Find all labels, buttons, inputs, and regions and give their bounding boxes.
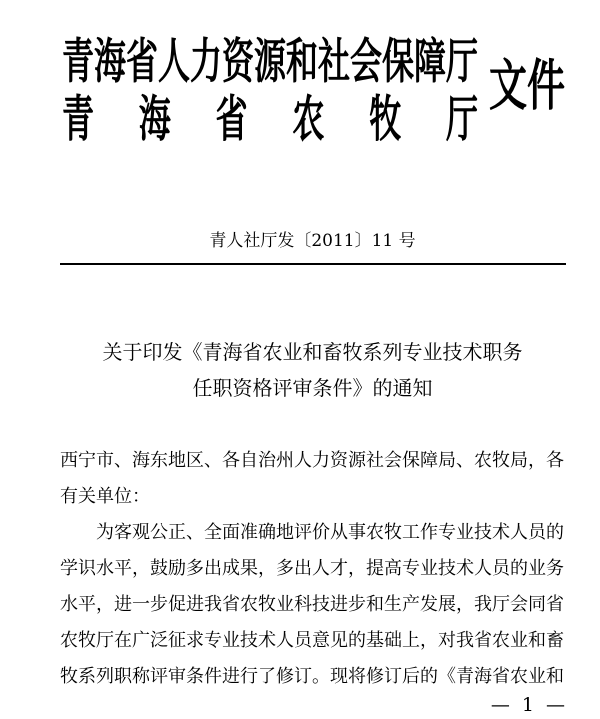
document-number: 青人社厅发〔2011〕11 号 [209,231,416,251]
document-title-line-2: 任职资格评审条件》的通知 [192,376,433,400]
paragraph-line: 水平，进一步促进我省农牧业科技进步和生产发展，我厅会同省 [60,594,564,615]
addressee-line: 有关单位： [60,486,150,507]
page-number: — 1 — [490,694,565,716]
issuer-name-line-2: 青海省农牧厅 [62,89,523,149]
issuer-name-line-1: 青海省人力资源和社会保障厅 [62,32,479,90]
document-title-line-1: 关于印发《青海省农业和畜牧系列专业技术职务 [102,340,523,364]
addressee-line: 西宁市、海东地区、各自治州人力资源社会保障局、农牧局，各 [60,450,564,471]
body-text [60,443,565,695]
document-type-label: 文件 [489,53,566,118]
header-divider [60,263,566,265]
paragraph-line: 为客观公正、全面准确地评价从事农牧工作专业技术人员的 [96,522,564,543]
paragraph-line: 农牧厅在广泛征求专业技术人员意见的基础上，对我省农业和畜 [60,630,564,651]
paragraph-line: 牧系列职称评审条件进行了修订。现将修订后的《青海省农业和 [60,666,564,687]
paragraph-line: 学识水平，鼓励多出成果，多出人才，提高专业技术人员的业务 [60,558,564,579]
